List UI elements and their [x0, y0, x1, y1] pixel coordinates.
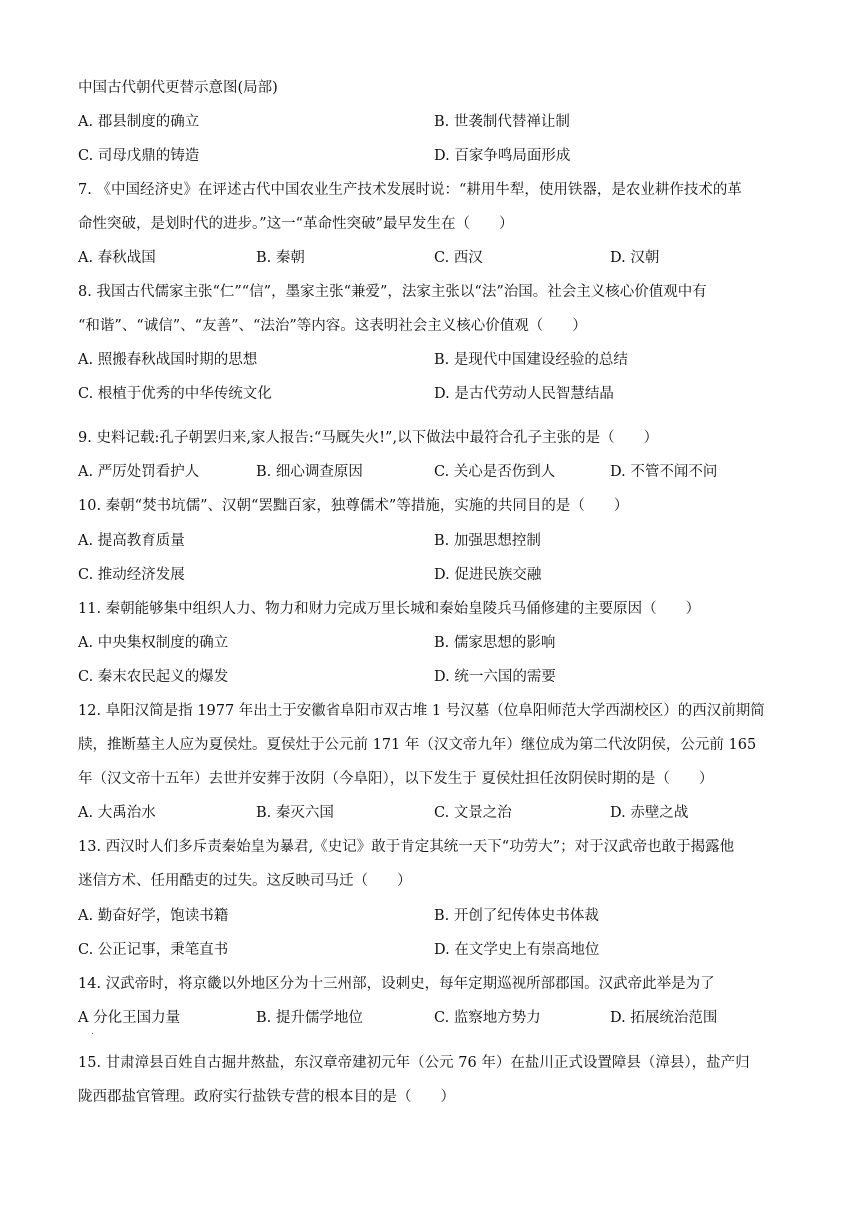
q13-stem-line-1: 13. 西汉时人们多斥责秦始皇为暴君,《史记》敢于肯定其统一天下“功劳大”；对于汉武帝也敢于揭露他 [78, 839, 735, 855]
q10-options-row-1 [78, 529, 798, 551]
q14-option-a[interactable]: A 分化王国力量 [78, 1010, 181, 1026]
figure-caption: 中国古代朝代更替示意图(局部) [78, 80, 278, 96]
q12-option-b[interactable]: B. 秦灭六国 [256, 805, 334, 821]
q9-options [78, 460, 798, 482]
q12-stem-line-3: 年（汉文帝十五年）去世并安葬于汝阴（今阜阳），以下发生于 夏侯灶担任汝阴侯时期的是（ ） [78, 771, 714, 787]
q14-option-c[interactable]: C. 监察地方势力 [434, 1010, 541, 1026]
q12-option-d[interactable]: D. 赤壁之战 [610, 805, 689, 821]
q8-option-a[interactable]: A. 照搬春秋战国时期的思想 [78, 352, 258, 368]
q10-option-a[interactable]: A. 提高教育质量 [78, 533, 185, 549]
q7-option-d[interactable]: D. 汉朝 [610, 250, 660, 266]
q13-option-a[interactable]: A. 勤奋好学，饱读书籍 [78, 908, 229, 924]
q14-stem-line-1: 14. 汉武帝时，将京畿以外地区分为十三州部，设刺史，每年定期巡视所部郡国。汉武帝此举是为了 [78, 976, 715, 992]
q9-option-a[interactable]: A. 严厉处罚看护人 [78, 464, 200, 480]
q10-options-row-2 [78, 563, 798, 585]
q11-option-d[interactable]: D. 统一六国的需要 [434, 669, 556, 685]
q12-stem-line-1: 12. 阜阳汉简是指 1977 年出土于安徽省阜阳市双古堆 1 号汉墓（位阜阳师范大学西湖校区）的西汉前期简 [78, 703, 765, 719]
q6-option-a[interactable]: A. 郡县制度的确立 [78, 114, 200, 130]
q7-stem-line-2: 命性突破，是划时代的进步。”这一“革命性突破”最早发生在（ ） [78, 216, 514, 232]
q11-stem-line-1: 11. 秦朝能够集中组织人力、物力和财力完成万里长城和秦始皇陵兵马俑修建的主要原因（ ） [78, 601, 701, 617]
q8-option-b[interactable]: B. 是现代中国建设经验的总结 [434, 352, 628, 368]
q12-option-a[interactable]: A. 大禹治水 [78, 805, 156, 821]
q10-option-c[interactable]: C. 推动经济发展 [78, 567, 185, 583]
q6-option-b[interactable]: B. 世袭制代替禅让制 [434, 114, 570, 130]
q14-option-b[interactable]: B. 提升儒学地位 [256, 1010, 363, 1026]
q8-options-row-1 [78, 348, 798, 370]
q9-option-b[interactable]: B. 细心调查原因 [256, 464, 363, 480]
q12-options [78, 801, 798, 823]
q9-option-c[interactable]: C. 关心是否伤到人 [434, 464, 556, 480]
q13-option-b[interactable]: B. 开创了纪传体史书体裁 [434, 908, 599, 924]
q11-options-row-1 [78, 631, 798, 653]
q8-option-c[interactable]: C. 根植于优秀的中华传统文化 [78, 386, 272, 402]
q8-stem-line-1: 8. 我国古代儒家主张“仁”“信”，墨家主张“兼爱”，法家主张以“法”治国。社会主义核心价值观中有 [78, 284, 707, 300]
q13-option-c[interactable]: C. 公正记事，秉笔直书 [78, 942, 229, 958]
q13-options-row-2 [78, 938, 798, 960]
q7-option-b[interactable]: B. 秦朝 [256, 250, 305, 266]
q7-option-a[interactable]: A. 春秋战国 [78, 250, 156, 266]
q13-option-d[interactable]: D. 在文学史上有崇高地位 [434, 942, 600, 958]
q9-option-d[interactable]: D. 不管不闻不问 [610, 464, 718, 480]
q8-stem-line-2: “和谐”、“诚信”、“友善”、“法治”等内容。这表明社会主义核心价值观（ ） [78, 318, 587, 334]
q10-option-d[interactable]: D. 促进民族交融 [434, 567, 542, 583]
q6-option-d[interactable]: D. 百家争鸣局面形成 [434, 148, 571, 164]
q7-stem-line-1: 7. 《中国经济史》在评述古代中国农业生产技术发展时说：“耕用牛犁，使用铁器，是农业耕作技术的革 [78, 182, 742, 198]
q13-options-row-1 [78, 904, 798, 926]
q6-options-row-2 [78, 144, 798, 166]
q15-stem-line-2: 陇西郡盐官管理。政府实行盐铁专营的根本目的是（ ） [78, 1089, 455, 1105]
q10-option-b[interactable]: B. 加强思想控制 [434, 533, 541, 549]
q11-option-b[interactable]: B. 儒家思想的影响 [434, 635, 556, 651]
q12-stem-line-2: 牍，推断墓主人应为夏侯灶。夏侯灶于公元前 171 年（汉文帝九年）继位成为第二代汝阴侯，公元前 165 [78, 737, 757, 753]
q11-options-row-2 [78, 665, 798, 687]
q6-options-row-1 [78, 110, 798, 132]
q7-option-c[interactable]: C. 西汉 [434, 250, 483, 266]
q13-stem-line-2: 迷信方术、任用酷吏的过失。这反映司马迁（ ） [78, 873, 412, 889]
q11-option-a[interactable]: A. 中央集权制度的确立 [78, 635, 229, 651]
q12-option-c[interactable]: C. 文景之治 [434, 805, 512, 821]
q7-options [78, 246, 798, 268]
q10-stem-line-1: 10. 秦朝“焚书坑儒”、汉朝“罢黜百家，独尊儒术”等措施，实施的共同目的是（ ） [78, 498, 629, 514]
q14-option-d[interactable]: D. 拓展统治范围 [610, 1010, 718, 1026]
q9-stem-line-1: 9. 史料记载:孔子朝罢归来,家人报告:“马厩失火!”,以下做法中最符合孔子主张的是（ ） [78, 430, 659, 446]
stray-dot-mark: . [91, 1027, 94, 1037]
q11-option-c[interactable]: C. 秦末农民起义的爆发 [78, 669, 229, 685]
q15-stem-line-1: 15. 甘肃漳县百姓自古掘井熬盐，东汉章帝建初元年（公元 76 年）在盐川正式设置障县（漳县），盐产归 [78, 1055, 750, 1071]
q8-option-d[interactable]: D. 是古代劳动人民智慧结晶 [434, 386, 614, 402]
q14-options [78, 1006, 798, 1028]
q8-options-row-2 [78, 382, 798, 404]
q6-option-c[interactable]: C. 司母戊鼎的铸造 [78, 148, 200, 164]
